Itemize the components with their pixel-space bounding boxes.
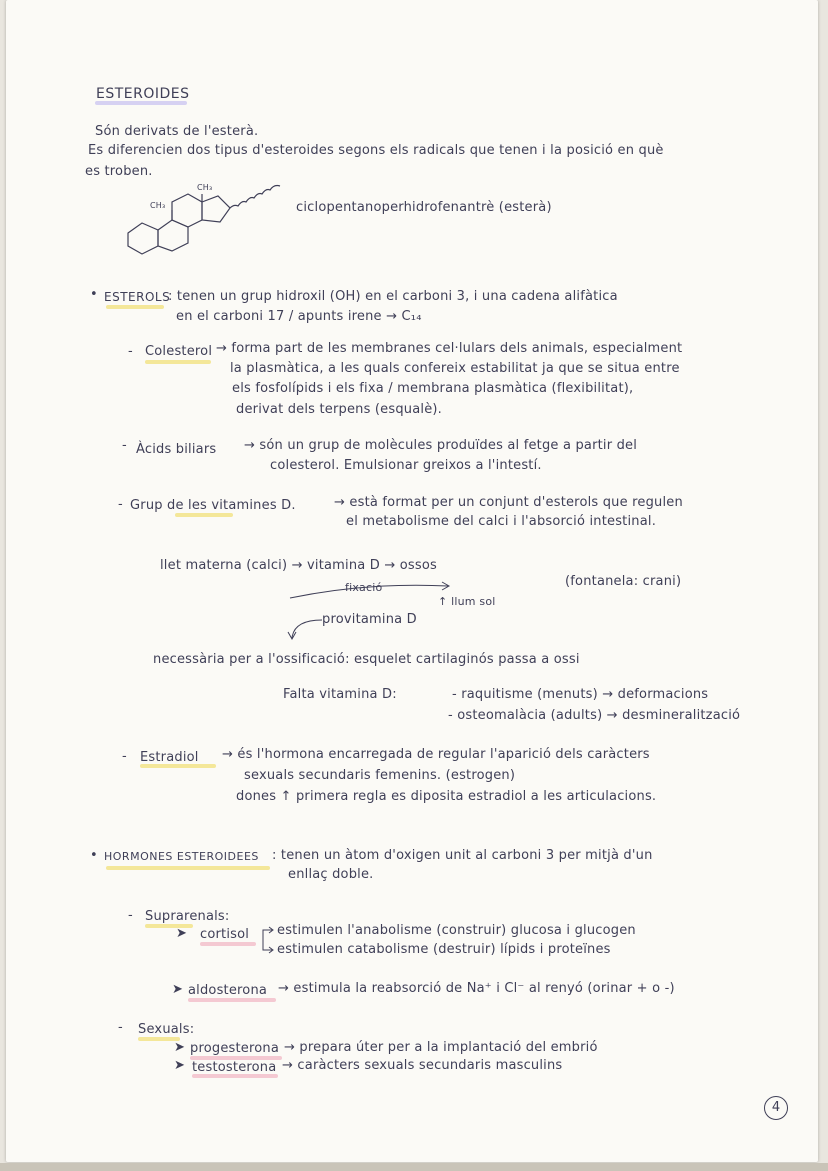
progesterona-label: progesterona	[190, 1041, 280, 1056]
fixacio-label: fixació	[345, 581, 383, 594]
esterols-highlight	[106, 305, 164, 309]
hormones-highlight	[106, 866, 270, 870]
testosterona-arrow: ➤	[174, 1058, 186, 1073]
esterols-heading: ESTEROLS	[104, 290, 171, 304]
testosterona-effect: → caràcters sexuals secundaris masculins	[282, 1058, 563, 1073]
vitamines-d-label: Grup de les vitamines D.	[130, 498, 296, 513]
ossificacio-line: necessària per a l'ossificació: esquelet cartilaginós passa a ossi	[153, 652, 580, 667]
suprarenals-label: Suprarenals:	[145, 909, 230, 924]
esterols-bullet: •	[90, 287, 98, 302]
fontanela-note: (fontanela: crani)	[565, 574, 682, 589]
aldosterona-effect: → estimula la reabsorció de Na⁺ i Cl⁻ al renyó (orinar + o -)	[278, 981, 675, 996]
colesterol-highlight	[145, 360, 211, 364]
progesterona-arrow: ➤	[174, 1040, 186, 1055]
estradiol-line-3: dones ↑ primera regla es diposita estradiol a les articulacions.	[236, 789, 657, 804]
cortisol-effect-a: estimulen l'anabolisme (construir) glucosa i glucogen	[277, 923, 636, 938]
sexuals-dash: -	[118, 1020, 123, 1035]
cortisol-highlight	[200, 942, 256, 946]
aldosterona-highlight	[188, 998, 276, 1002]
colesterol-dash: -	[128, 344, 133, 359]
page-number: 4	[764, 1096, 788, 1120]
milk-vitamin-chain: llet materna (calci) → vitamina D → ossos	[160, 558, 437, 573]
suprarenals-dash: -	[128, 908, 133, 923]
intro-line-1: Són derivats de l'esterà.	[95, 124, 259, 139]
ch3-label-ring-c: CH₃	[197, 183, 213, 192]
intro-line-3: es troben.	[85, 164, 153, 179]
sexuals-label: Sexuals:	[138, 1022, 195, 1037]
page-bottom-edge	[0, 1163, 828, 1171]
acids-biliars-label: Àcids biliars	[136, 442, 217, 457]
ch3-label-ring-a: CH₃	[150, 201, 166, 210]
llum-sol-label: ↑ llum sol	[438, 595, 496, 608]
colesterol-line-4: derivat dels terpens (esqualè).	[236, 402, 443, 417]
colesterol-line-3: els fosfolípids i els fixa / membrana plasmàtica (flexibilitat),	[232, 381, 634, 396]
cortisol-label: cortisol	[200, 927, 250, 942]
cortisol-effect-b: estimulen catabolisme (destruir) lípids i proteïnes	[277, 942, 611, 957]
provitamina-label: provitamina D	[322, 612, 417, 627]
estradiol-dash: -	[122, 749, 127, 764]
acids-biliars-dash: -	[122, 438, 127, 453]
page-title: ESTEROIDES	[96, 86, 190, 102]
colesterol-line-1: → forma part de les membranes cel·lulars dels animals, especialment	[216, 341, 683, 356]
aldosterona-label: aldosterona	[188, 983, 268, 998]
esterols-text-1: : tenen un grup hidroxil (OH) en el carboni 3, i una cadena alifàtica	[168, 289, 618, 304]
aldosterona-arrow: ➤	[172, 982, 184, 997]
vitamines-d-dash: -	[118, 497, 123, 512]
raquitisme-line: - raquitisme (menuts) → deformacions	[452, 687, 709, 702]
cortisol-bracket	[258, 926, 278, 956]
progesterona-effect: → prepara úter per a la implantació del embrió	[284, 1040, 598, 1055]
estradiol-line-2: sexuals secundaris femenins. (estrogen)	[244, 768, 516, 783]
cortisol-arrow: ➤	[176, 926, 188, 941]
acids-biliars-line-1: → són un grup de molècules produïdes al fetge a partir del	[244, 438, 638, 453]
estradiol-line-1: → és l'hormona encarregada de regular l'aparició dels caràcters	[222, 747, 650, 762]
esterols-text-2: en el carboni 17 / apunts irene → C₁₄	[176, 309, 422, 324]
provitamina-arrow	[286, 614, 326, 644]
colesterol-line-2: la plasmàtica, a les quals confereix estabilitat ja que se situa entre	[230, 361, 680, 376]
osteomalacia-line: - osteomalàcia (adults) → desmineralització	[448, 708, 741, 723]
estradiol-label: Estradiol	[140, 750, 199, 765]
vitamines-d-line-1: → està format per un conjunt d'esterols que regulen	[334, 495, 683, 510]
vitamines-d-line-2: el metabolisme del calci i l'absorció intestinal.	[346, 514, 657, 529]
structure-name: ciclopentanoperhidrofenantrè (esterà)	[296, 200, 552, 215]
falta-vitamina-d: Falta vitamina D:	[283, 687, 397, 702]
intro-line-2: Es diferencien dos tipus d'esteroides segons els radicals que tenen i la posició en què	[88, 143, 664, 158]
hormones-heading: HORMONES ESTEROIDEES	[104, 850, 259, 863]
colesterol-label: Colesterol	[145, 344, 213, 359]
acids-biliars-line-2: colesterol. Emulsionar greixos a l'intestí.	[270, 458, 542, 473]
testosterona-label: testosterona	[192, 1060, 277, 1075]
vitamines-d-highlight	[175, 513, 233, 517]
hormones-text-1: : tenen un àtom d'oxigen unit al carboni 3 per mitjà d'un	[272, 848, 653, 863]
hormones-bullet: •	[90, 848, 98, 863]
hormones-text-2: enllaç doble.	[288, 867, 374, 882]
